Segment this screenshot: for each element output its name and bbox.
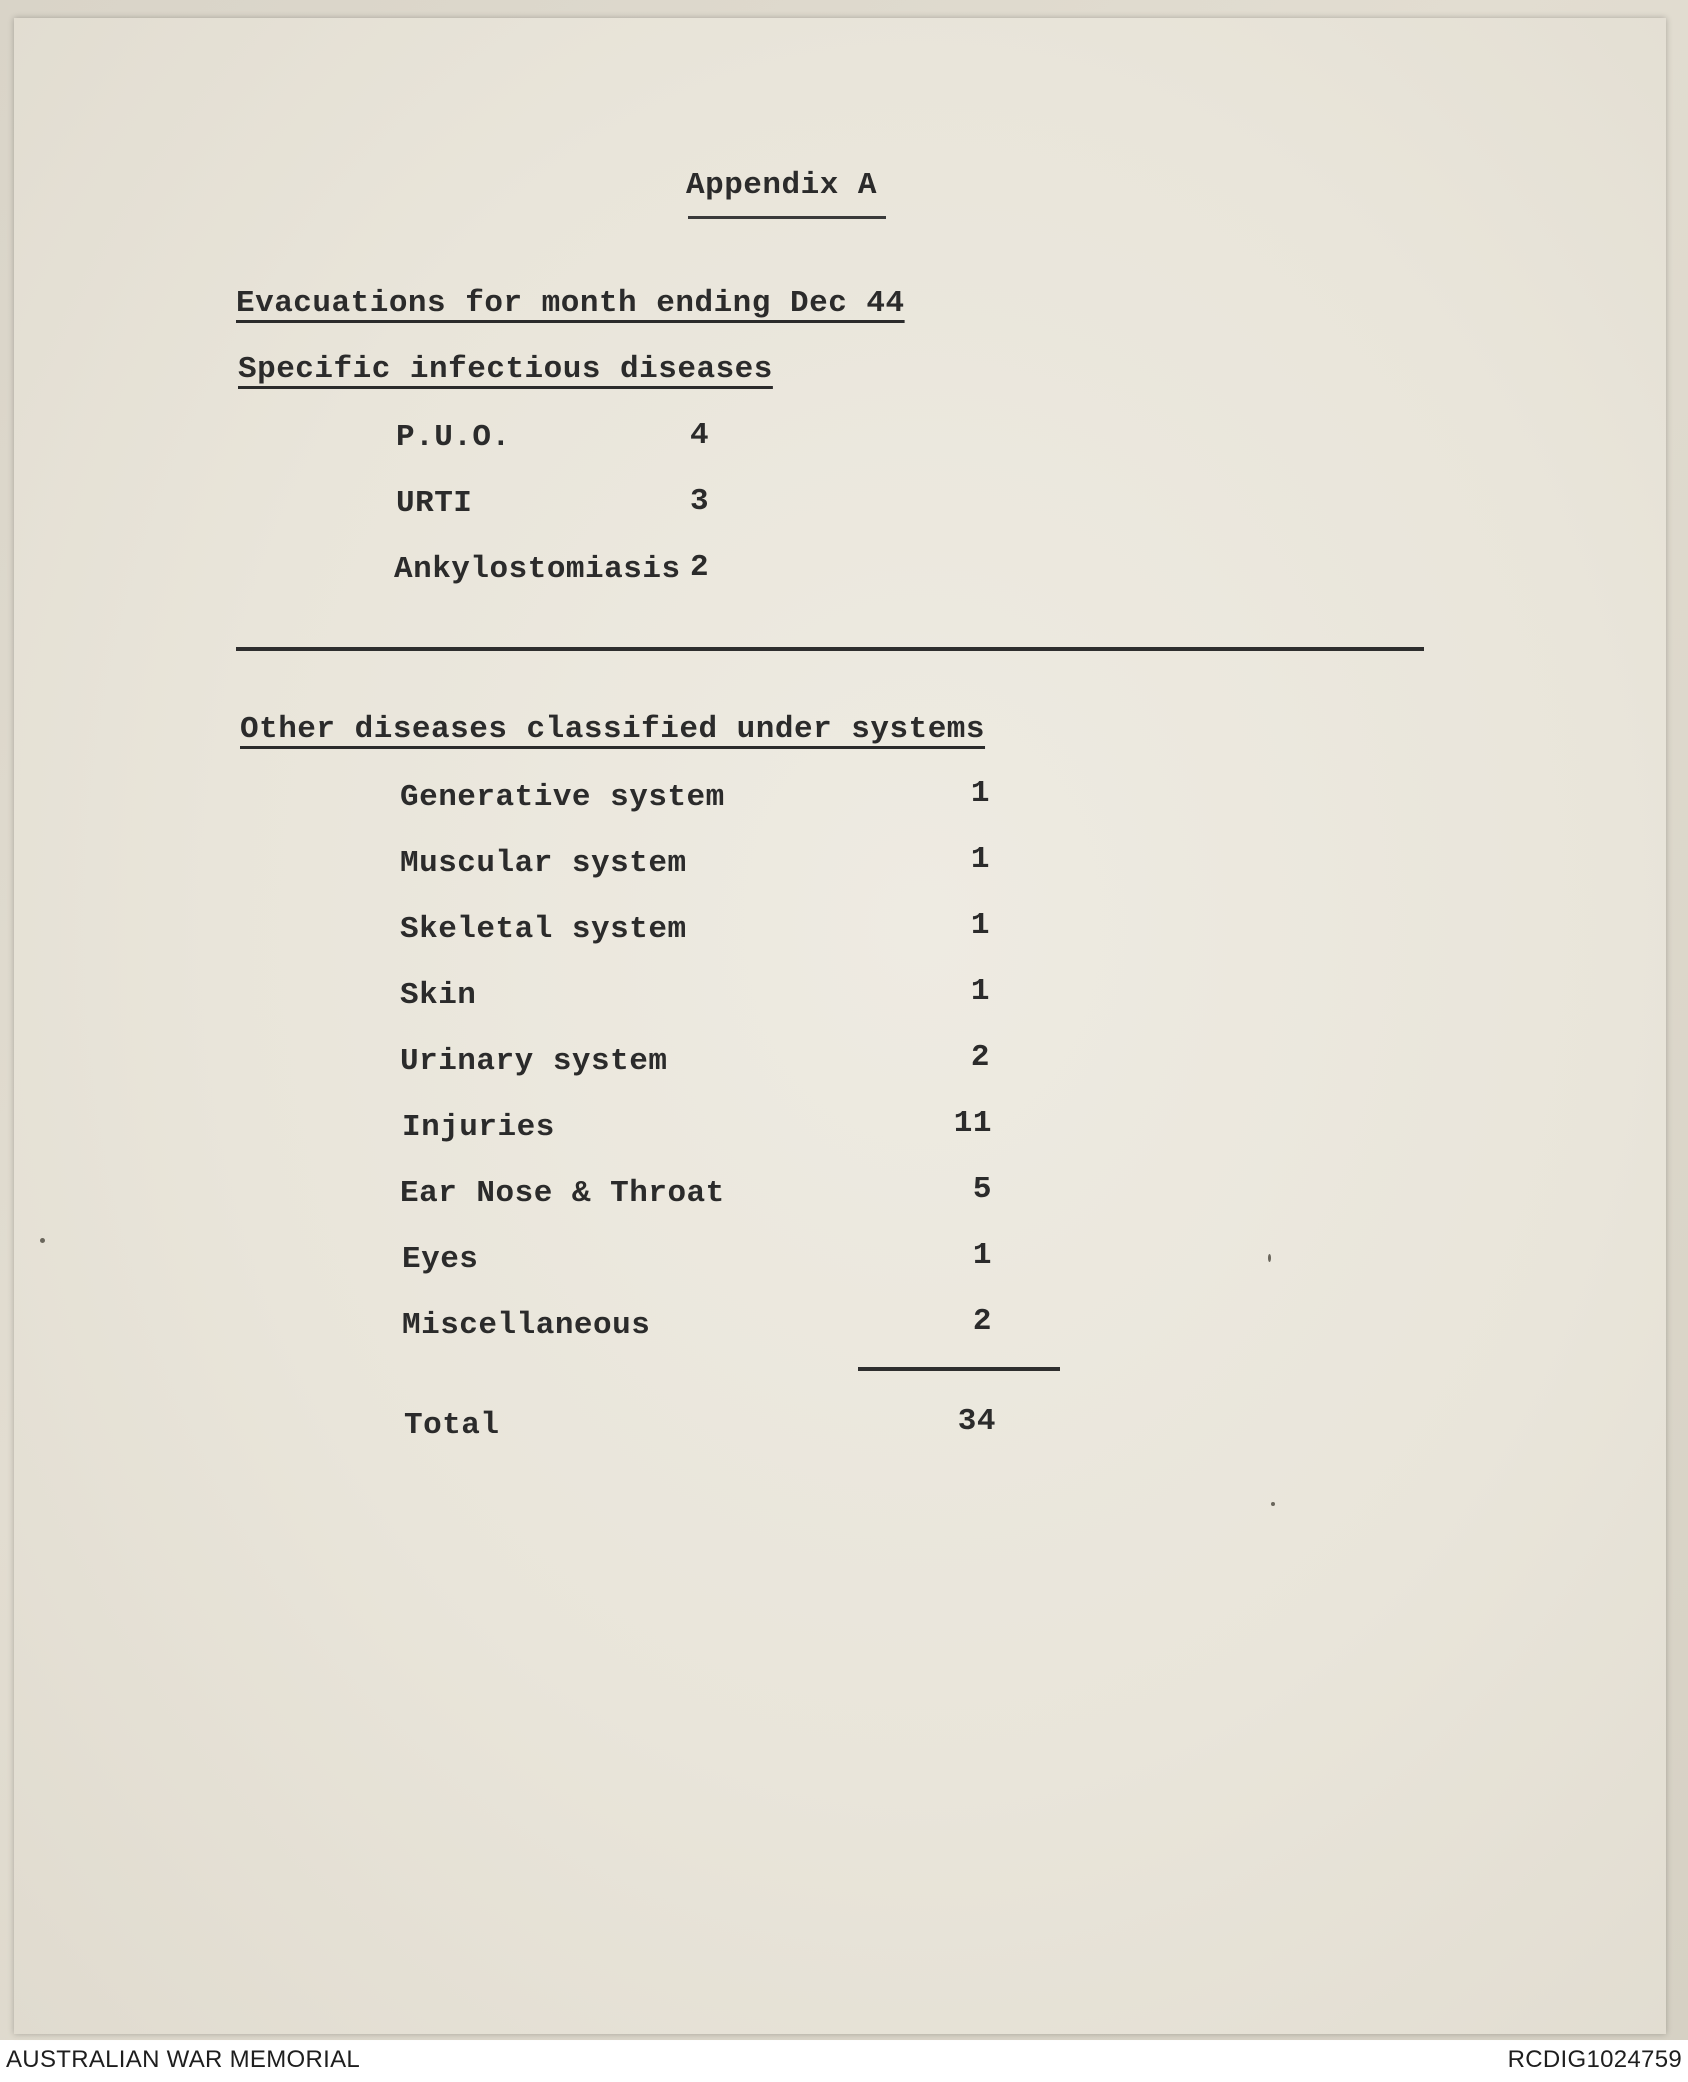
appendix-title: Appendix A bbox=[686, 168, 878, 203]
other-row-label: Miscellaneous bbox=[402, 1308, 651, 1343]
other-row-count: 1 bbox=[970, 776, 990, 811]
report-heading: Evacuations for month ending Dec 44 bbox=[236, 286, 905, 321]
other-row-label: Eyes bbox=[402, 1242, 479, 1277]
specific-row-label: P.U.O. bbox=[396, 420, 511, 455]
total-label: Total bbox=[404, 1408, 500, 1443]
specific-row-label: Ankylostomiasis bbox=[394, 552, 681, 587]
appendix-title-underline bbox=[688, 216, 886, 219]
footer-item-id: RCDIG1024759 bbox=[1507, 2046, 1682, 2073]
footer-institution: AUSTRALIAN WAR MEMORIAL bbox=[6, 2046, 361, 2073]
other-row-label: Muscular system bbox=[400, 846, 687, 881]
specific-diseases-heading: Specific infectious diseases bbox=[238, 352, 773, 387]
other-row-label: Ear Nose & Throat bbox=[400, 1176, 725, 1211]
other-row-count: 11 bbox=[953, 1106, 992, 1141]
other-row-count: 1 bbox=[970, 908, 990, 943]
paper-speck bbox=[40, 1238, 45, 1243]
other-row-label: Generative system bbox=[400, 780, 725, 815]
other-row-count: 2 bbox=[972, 1304, 992, 1339]
other-row-label: Skeletal system bbox=[400, 912, 687, 947]
total-rule bbox=[858, 1367, 1060, 1371]
other-diseases-heading: Other diseases classified under systems bbox=[240, 712, 986, 747]
specific-row-count: 4 bbox=[690, 418, 710, 453]
total-count: 34 bbox=[957, 1404, 996, 1439]
paper-speck bbox=[1268, 1254, 1271, 1262]
specific-row-count: 2 bbox=[690, 550, 710, 585]
other-row-count: 1 bbox=[972, 1238, 992, 1273]
other-row-count: 1 bbox=[970, 842, 990, 877]
other-row-count: 1 bbox=[970, 974, 990, 1009]
specific-row-count: 3 bbox=[690, 484, 710, 519]
other-row-label: Skin bbox=[400, 978, 477, 1013]
other-row-label: Urinary system bbox=[400, 1044, 668, 1079]
other-row-count: 5 bbox=[972, 1172, 992, 1207]
section-divider bbox=[236, 647, 1424, 651]
other-row-label: Injuries bbox=[402, 1110, 555, 1145]
specific-row-label: URTI bbox=[396, 486, 473, 521]
other-row-count: 2 bbox=[970, 1040, 990, 1075]
paper-speck bbox=[1271, 1502, 1275, 1506]
